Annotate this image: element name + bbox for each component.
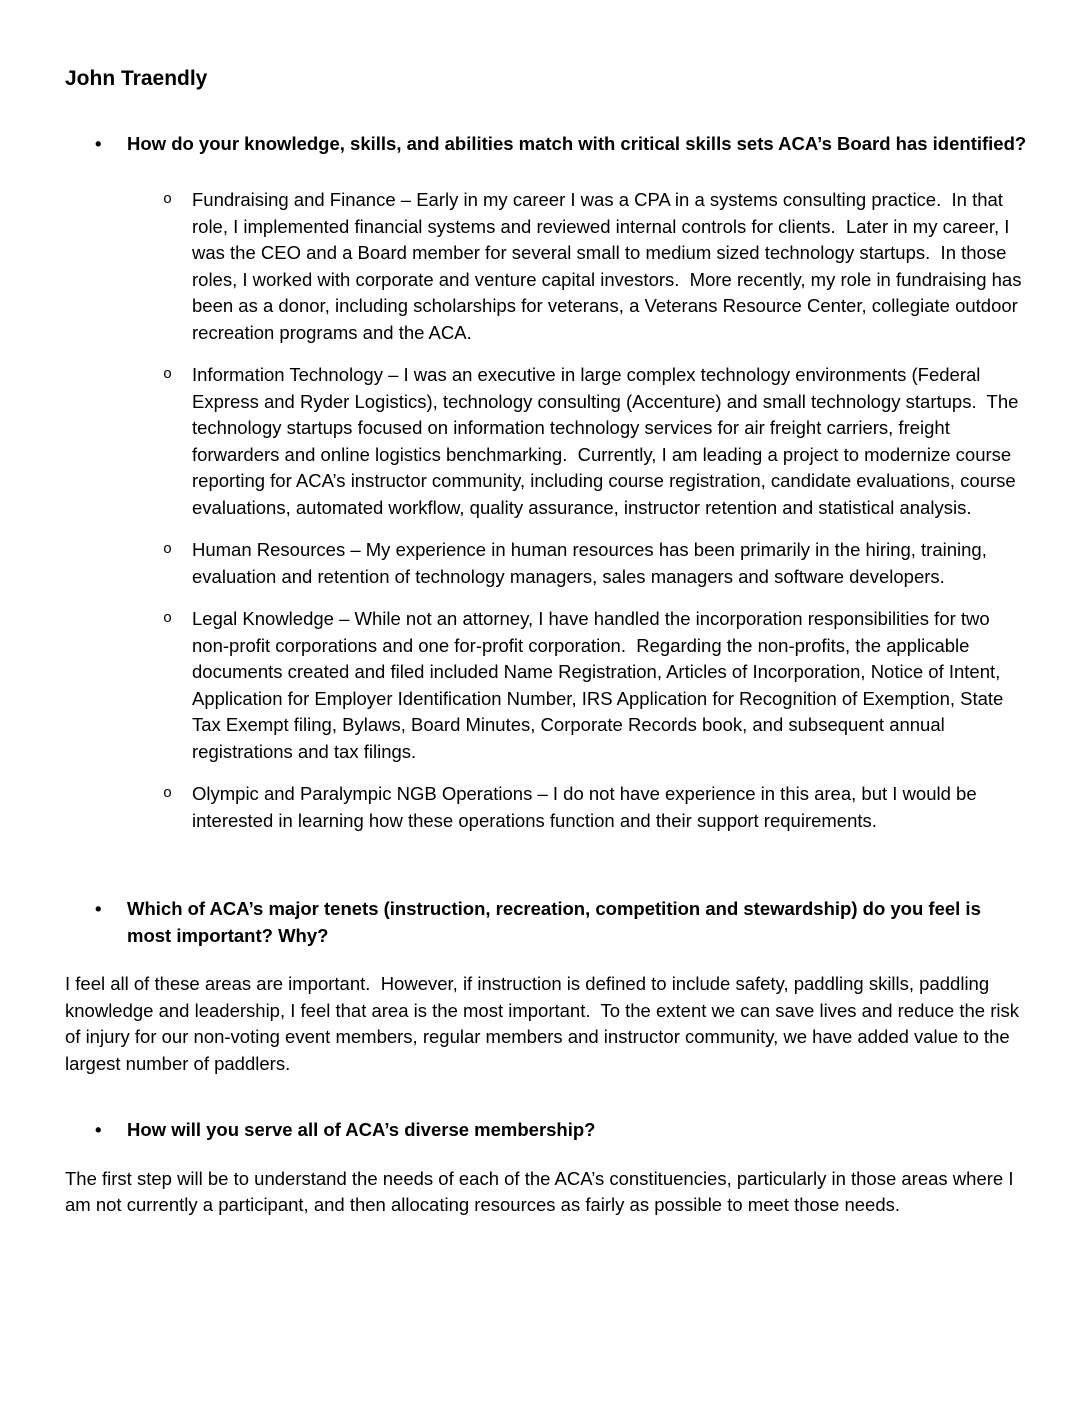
sub-item-information-technology-text: Information Technology – I was an executive in large complex technology environments (Federal Express and Ryder Logistics), technology consulting (Accenture) and small technology startups. The technology startups focused on information technology services for air freight carriers, freight forwarders and online logistics benchmarking. Currently, I am leading a project to modernize course reporting for ACA’s instructor community, including course registration, candidate evaluations, course evaluations, automated workflow, quality assurance, instructor retention and statistical analysis. xyxy=(192,364,1024,518)
answer-paragraph-membership: The first step will be to understand the needs of each of the ACA’s constituencies, particularly in those areas where I am not currently a participant, and then allocating resources as fairly as possible to meet those needs. xyxy=(65,1167,1019,1215)
list-item xyxy=(65,362,1028,521)
sub-item-ngb-operations-text: Olympic and Paralympic NGB Operations – I do not have experience in this area, but I would be interested in learning how these operations function and their support requirements. xyxy=(192,783,982,831)
circle-bullet-icon: o xyxy=(163,785,173,802)
question-2-text: Which of ACA’s major tenets (instruction, recreation, competition and stewardship) do you feel is most important? Why? xyxy=(127,898,986,946)
question-item-2 xyxy=(65,896,1028,949)
list-item xyxy=(65,187,1028,346)
circle-bullet-icon: o xyxy=(163,610,173,627)
question-item-1 xyxy=(65,131,1028,158)
circle-bullet-icon: o xyxy=(163,541,173,558)
list-item xyxy=(65,781,1028,834)
bullet-icon: • xyxy=(95,1119,102,1140)
bullet-icon: • xyxy=(95,898,102,919)
circle-bullet-icon: o xyxy=(163,366,173,383)
answer-paragraph-tenets: I feel all of these areas are important. However, if instruction is defined to include safety, paddling skills, paddling knowledge and leadership, I feel that area is the most important. To the extent we can save lives and reduce the risk of injury for our non-voting event members, regular members and instructor community, we have added value to the largest number of paddlers. xyxy=(65,973,1025,1074)
sub-item-human-resources-text: Human Resources – My experience in human resources has been primarily in the hiring, training, evaluation and retention of technology managers, sales managers and software developers. xyxy=(192,539,992,587)
page-title: John Traendly xyxy=(65,67,208,90)
list-item xyxy=(65,606,1028,765)
sub-item-fundraising-text: Fundraising and Finance – Early in my career I was a CPA in a systems consulting practice. In that role, I implemented financial systems and reviewed internal controls for clients. Later in my career, I was the CEO and a Board member for several small to medium sized technology startups. In those roles, I worked with corporate and venture capital investors. More recently, my role in fundraising has been as a donor, including scholarships for veterans, a Veterans Resource Center, collegiate outdoor recreation programs and the ACA. xyxy=(192,189,1027,343)
list-item xyxy=(65,537,1028,590)
question-1-text: How do your knowledge, skills, and abilities match with critical skills sets ACA’s Board has identified? xyxy=(127,132,1027,154)
bullet-icon: • xyxy=(95,132,102,154)
circle-bullet-icon: o xyxy=(163,191,173,208)
question-item-3 xyxy=(65,1117,1028,1144)
sub-item-legal-knowledge-text: Legal Knowledge – While not an attorney, I have handled the incorporation responsibilities for two non-profit corporations and one for-profit corporation. Regarding the non-profits, the applicable documents created and filed included Name Registration, Articles of Incorporation, Notice of Intent, Application for Employer Identification Number, IRS Application for Recognition of Exemption, State Tax Exempt filing, Bylaws, Board Minutes, Corporate Records book, and subsequent annual registrations and tax filings. xyxy=(192,608,1009,762)
question-3-text: How will you serve all of ACA’s diverse membership? xyxy=(127,1119,596,1140)
